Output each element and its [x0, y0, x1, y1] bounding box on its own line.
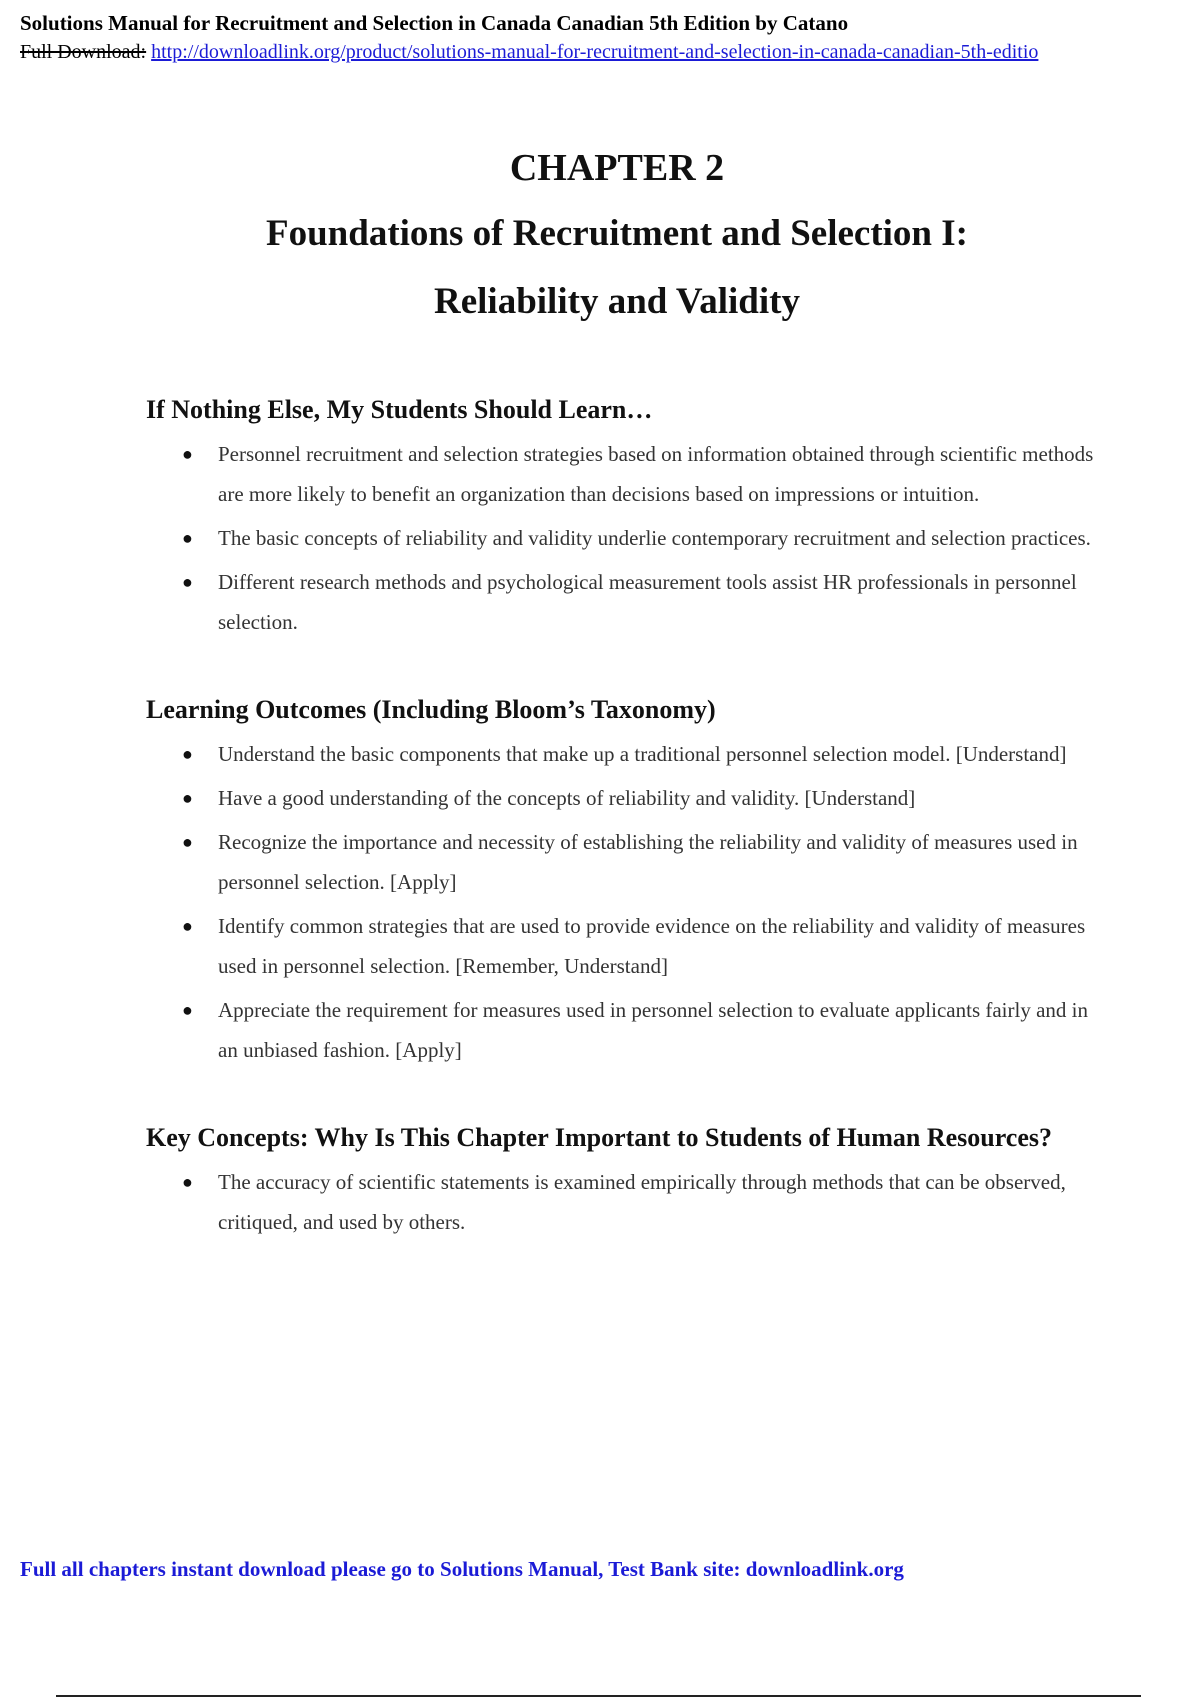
section-spacer [146, 1074, 1106, 1114]
bullet-icon: ● [182, 1000, 193, 1020]
list-item [146, 734, 1106, 774]
bullet-icon: ● [182, 832, 193, 852]
document-header [20, 8, 1200, 66]
footer-download-note[interactable]: Full all chapters instant download please go to Solutions Manual, Test Bank site: downloadlink.org [20, 1557, 904, 1581]
footer-divider [56, 1695, 1141, 1697]
bullet-icon: ● [182, 528, 193, 548]
bullet-list [146, 734, 1106, 1070]
section-heading: Key Concepts: Why Is This Chapter Important to Students of Human Resources? [146, 1123, 1052, 1152]
list-item-text: Identify common strategies that are used to provide evidence on the reliability and validity of measures used in personnel selection. [Remember, Understand] [218, 914, 1086, 978]
list-item [146, 562, 1106, 642]
download-link[interactable]: http://downloadlink.org/product/solutions-manual-for-recruitment-and-selection-in-canada-canadian-5th-editio [151, 41, 1039, 63]
list-item-text: Personnel recruitment and selection strategies based on information obtained through scientific methods are more likely to benefit an organization than decisions based on impressions or intuition. [218, 442, 1094, 506]
section-heading: If Nothing Else, My Students Should Learn… [146, 395, 653, 424]
list-item [146, 990, 1106, 1070]
list-item [146, 1162, 1106, 1242]
section-students-should-learn [146, 386, 1106, 642]
list-item [146, 778, 1106, 818]
document-title: Solutions Manual for Recruitment and Selection in Canada Canadian 5th Edition by Catano [20, 11, 849, 35]
bullet-icon: ● [182, 788, 193, 808]
list-item [146, 822, 1106, 902]
section-spacer [146, 646, 1106, 686]
bullet-icon: ● [182, 916, 193, 936]
list-item-text: Have a good understanding of the concepts of reliability and validity. [Understand] [218, 786, 916, 810]
list-item-text: The basic concepts of reliability and validity underlie contemporary recruitment and selection practices. [218, 526, 1091, 550]
download-prefix: Full Download: [20, 41, 147, 63]
section-key-concepts [146, 1114, 1106, 1242]
section-heading: Learning Outcomes (Including Bloom’s Taxonomy) [146, 695, 716, 724]
chapter-title-line-2: Reliability and Validity [434, 281, 800, 322]
bullet-icon: ● [182, 744, 193, 764]
list-item-text: The accuracy of scientific statements is examined empirically through methods that can be observed, critiqued, and used by others. [218, 1170, 1066, 1234]
list-item-text: Understand the basic components that make up a traditional personnel selection model. [Understand] [218, 742, 1067, 766]
download-line [20, 38, 1200, 66]
list-item [146, 518, 1106, 558]
bullet-icon: ● [182, 572, 193, 592]
bullet-icon: ● [182, 444, 193, 464]
chapter-content [146, 386, 1106, 1246]
list-item [146, 906, 1106, 986]
chapter-title-line-1: Foundations of Recruitment and Selection I: [266, 213, 968, 254]
bullet-list [146, 434, 1106, 642]
bullet-icon: ● [182, 1172, 193, 1192]
list-item-text: Recognize the importance and necessity of establishing the reliability and validity of measures used in personnel selection. [Apply] [218, 830, 1078, 894]
list-item [146, 434, 1106, 514]
chapter-number: CHAPTER 2 [509, 147, 725, 189]
section-learning-outcomes [146, 686, 1106, 1070]
list-item-text: Different research methods and psychological measurement tools assist HR professionals in personnel selection. [218, 570, 1077, 634]
list-item-text: Appreciate the requirement for measures used in personnel selection to evaluate applicants fairly and in an unbiased fashion. [Apply] [218, 998, 1089, 1062]
bullet-list [146, 1162, 1106, 1242]
